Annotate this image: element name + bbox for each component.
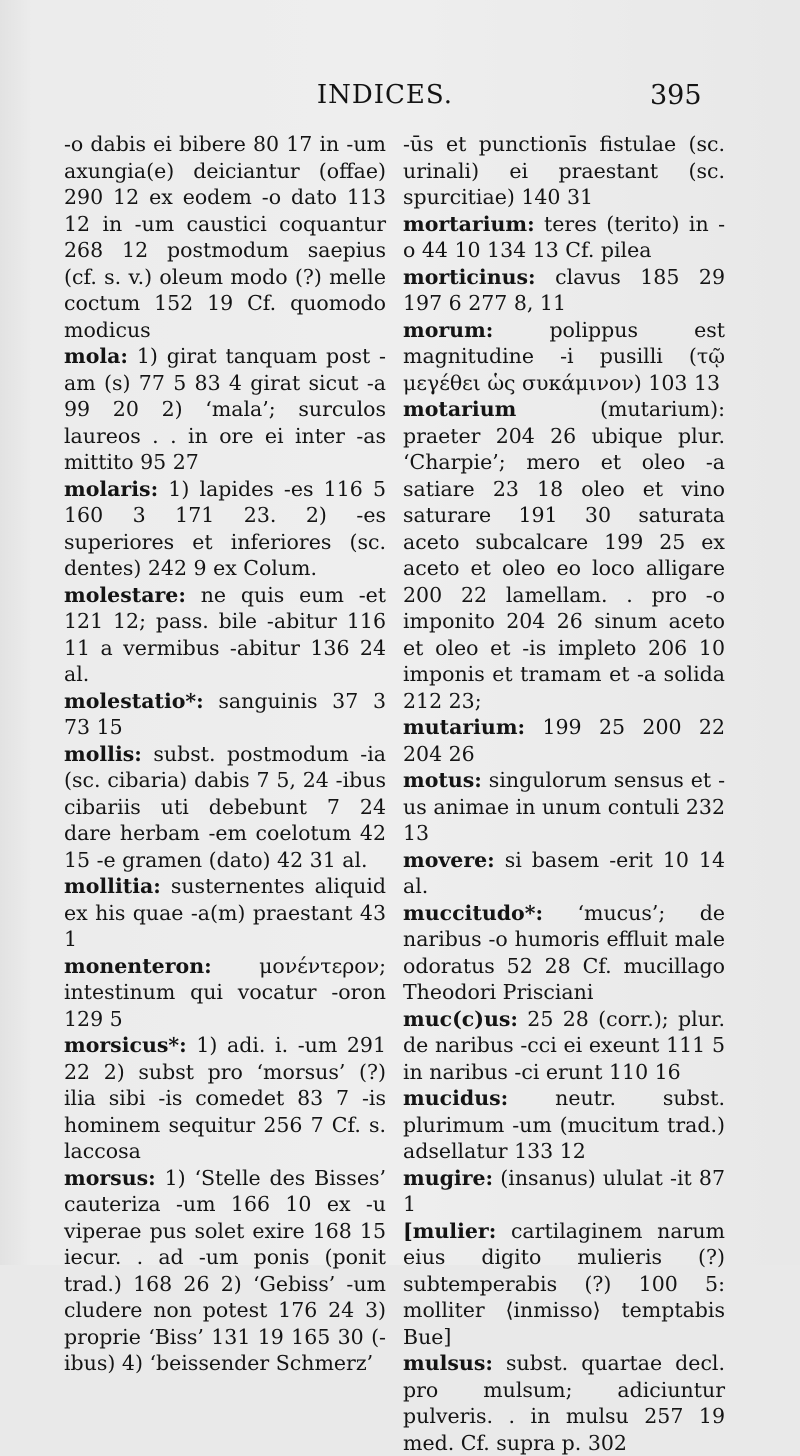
- entry-headword: molestatio*:: [64, 688, 204, 713]
- index-entry: [64, 1032, 386, 1165]
- entry-text: polippus est magnitudine -i pusilli (τῷ μεγέθει ὡς συκάμινον) 103 13: [403, 317, 725, 395]
- index-entry: [403, 264, 725, 317]
- running-header-title: INDICES.: [316, 80, 454, 110]
- entry-text: 1) lapides -es 116 5 160 3 171 23. 2) -es superiores et inferiores (sc. dentes) 242 9 ex Colum.: [64, 476, 386, 580]
- entry-text: si basem -erit 10 14 al.: [403, 847, 725, 898]
- index-entry: [64, 476, 386, 582]
- entry-headword: mollitia:: [64, 874, 161, 898]
- entry-headword: mutarium:: [403, 715, 526, 739]
- index-column-left: [64, 131, 386, 1377]
- entry-headword: mulsus:: [403, 1351, 493, 1375]
- entry-headword: monenteron:: [64, 953, 212, 978]
- entry-headword: motarium: [403, 397, 517, 421]
- entry-headword: movere:: [403, 847, 495, 872]
- entry-headword: mugire:: [403, 1165, 494, 1190]
- entry-headword: motus:: [403, 768, 482, 792]
- entry-headword: molaris:: [64, 476, 159, 501]
- index-entry: [403, 211, 725, 264]
- index-entry: [403, 847, 725, 900]
- entry-text: susternentes aliquid ex his quae -a(m) praestant 43 1: [64, 874, 386, 951]
- entry-text: subst. postmodum -ia (sc. cibaria) dabis 7 5, 24 -ibus cibariis uti debebunt 7 24 dare herbam -em coelotum 42 15 -e gramen (dato) 42 31 al.: [64, 741, 386, 872]
- entry-text: teres (terito) in -o 44 10 134 13 Cf. pilea: [403, 211, 725, 262]
- index-entry: [403, 317, 725, 397]
- entry-text: -ūs et punctionīs fistulae (sc. urinali) ei praestant (sc. spurcitiae) 140 31: [403, 132, 725, 209]
- index-entry: [403, 131, 725, 211]
- entry-headword: muc(c)us:: [403, 1006, 518, 1031]
- entry-text: sanguinis 37 3 73 15: [64, 688, 386, 739]
- entry-headword: mollis:: [64, 741, 142, 766]
- entry-text: μονέντερον; intestinum qui vocatur -oron 129 5: [64, 953, 386, 1031]
- index-entry: [403, 1165, 725, 1218]
- entry-text: 1) ‘Stelle des Bisses’ cauteriza -um 166 10 ex -u viperae pus solet exire 168 15 iecur. . ad -um ponis (ponit trad.) 168 26 2) ‘Gebiss’ -um cludere non potest 176 24 3) proprie ‘Biss’ 131 19 165 30 (-ibus) 4) ‘beissender Schmerz’: [64, 1165, 386, 1375]
- entry-text: singulorum sensus et -us animae in unum contuli 232 13: [403, 768, 725, 845]
- index-entry: [64, 131, 386, 343]
- entry-headword: morticinus:: [403, 264, 536, 289]
- index-entry: [403, 396, 725, 714]
- index-entry: [403, 1085, 725, 1165]
- index-entry: [64, 1165, 386, 1377]
- index-entry: [64, 343, 386, 476]
- entry-text: -o dabis ei bibere 80 17 in -um axungia(e) deiciantur (offae) 290 12 ex eodem -o dato 113 12 in -um caustici coquantur 268 12 postmodum saepius (cf. s. v.) oleum modo (?) melle coctum 152 19 Cf. quomodo modicus: [64, 132, 386, 342]
- entry-text: 1) girat tanquam post -am (s) 77 5 83 4 girat sicut -a 99 20 2) ‘mala’; surculos laureos . . in ore ei inter -as mittito 95 27: [64, 344, 386, 474]
- index-entry: [64, 873, 386, 953]
- entry-text: subst. quartae decl. pro mulsum; adiciuntur pulveris. . in mulsu 257 19 med. Cf. supra p. 302: [403, 1351, 725, 1455]
- entry-text: ne quis eum -et 121 12; pass. bile -abitur 116 11 a vermibus -abitur 136 24 al.: [64, 582, 386, 686]
- entry-text: (mutarium): praeter 204 26 ubique plur. ‘Charpie’; mero et oleo -a satiare 23 18 oleo et vino saturare 191 30 saturata aceto subcalcare 199 25 ex aceto et oleo eo loco alligare 200 22 lamellam. . pro -o imponito 204 26 sinum aceto et oleo et -is impleto 206 10 imponis et tramam et -a solida 212 23;: [403, 397, 725, 713]
- entry-headword: molestare:: [64, 582, 186, 607]
- index-entry: [403, 900, 725, 1006]
- index-column-right: [403, 131, 725, 1456]
- index-entry: [64, 953, 386, 1033]
- entry-headword: mucidus:: [403, 1086, 509, 1110]
- entry-headword: morum:: [403, 317, 494, 342]
- index-entry: [403, 767, 725, 847]
- entry-text: (insanus) ululat -it 87 1: [403, 1165, 725, 1216]
- entry-headword: morsicus*:: [64, 1033, 187, 1057]
- entry-headword: muccitudo*:: [403, 900, 544, 925]
- index-entry: [64, 582, 386, 688]
- index-entry: [403, 714, 725, 767]
- index-entry: [403, 1350, 725, 1456]
- index-entry: [64, 741, 386, 874]
- entry-text: ‘mucus’; de naribus -o humoris effluit male odoratus 52 28 Cf. mucillago Theodori Prisciani: [403, 900, 725, 1004]
- entry-headword: mortarium:: [403, 211, 535, 236]
- entry-headword: mola:: [64, 344, 129, 368]
- entry-text: 25 28 (corr.); plur. de naribus -cci ei exeunt 111 5 in naribus -ci erunt 110 16: [403, 1006, 725, 1084]
- page-number: 395: [650, 80, 702, 111]
- entry-headword: morsus:: [64, 1165, 156, 1190]
- entry-headword: [mulier:: [403, 1218, 497, 1243]
- index-entry: [403, 1218, 725, 1351]
- entry-text: clavus 185 29 197 6 277 8, 11: [403, 264, 725, 315]
- entry-text: 1) adi. i. -um 291 22 2) subst pro ‘morsus’ (?) ilia sibi -is comedet 83 7 -is hominem sequitur 256 7 Cf. s. laccosa: [64, 1033, 386, 1163]
- entry-text: neutr. subst. plurimum -um (mucitum trad.) adsellatur 133 12: [403, 1086, 725, 1163]
- entry-text: cartilaginem narum eius digito mulieris (?) subtemperabis (?) 100 5: molliter ⟨inmisso⟩ temptabis Bue]: [403, 1218, 725, 1349]
- index-entry: [403, 1006, 725, 1086]
- entry-text: 199 25 200 22 204 26: [403, 715, 725, 766]
- index-entry: [64, 688, 386, 741]
